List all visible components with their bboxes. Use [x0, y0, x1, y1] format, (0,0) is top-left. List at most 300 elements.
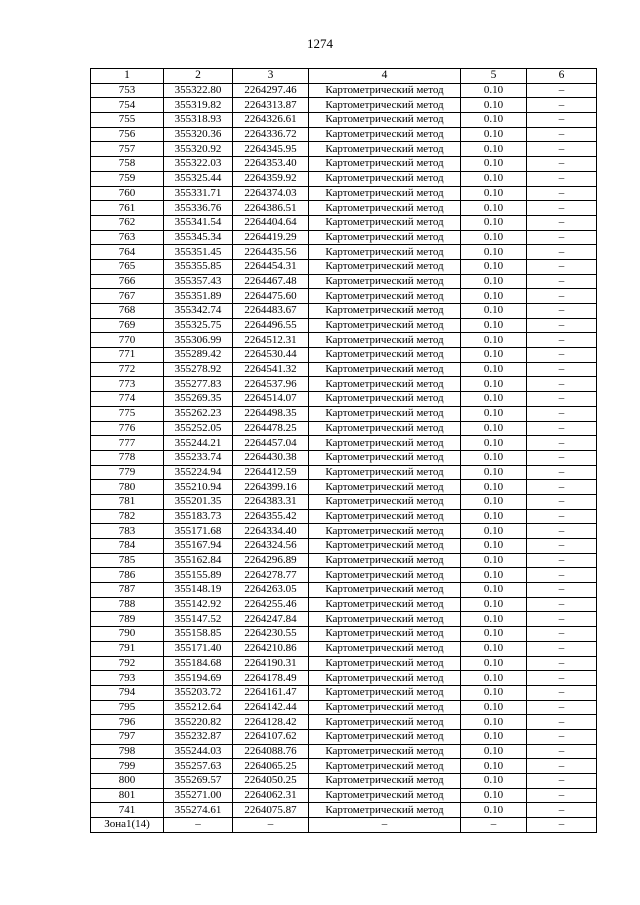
x-coordinate-cell: 355342.74 [164, 304, 233, 319]
y-coordinate-cell: 2264088.76 [233, 744, 309, 759]
note-cell: – [527, 729, 597, 744]
point-number-cell: 764 [91, 245, 164, 260]
accuracy-cell: 0.10 [461, 729, 527, 744]
point-number-cell: 780 [91, 480, 164, 495]
y-coordinate-cell: 2264454.31 [233, 259, 309, 274]
note-cell: – [527, 392, 597, 407]
column-header: 6 [527, 69, 597, 84]
table-row [91, 583, 597, 598]
method-cell: Картометрический метод [309, 494, 461, 509]
y-coordinate-cell: 2264278.77 [233, 568, 309, 583]
x-coordinate-cell: – [164, 818, 233, 833]
accuracy-cell: 0.10 [461, 215, 527, 230]
accuracy-cell: 0.10 [461, 480, 527, 495]
note-cell: – [527, 201, 597, 216]
table-row [91, 671, 597, 686]
method-cell: Картометрический метод [309, 759, 461, 774]
x-coordinate-cell: 355148.19 [164, 583, 233, 598]
table-row [91, 715, 597, 730]
note-cell: – [527, 597, 597, 612]
accuracy-cell: 0.10 [461, 553, 527, 568]
point-number-cell: 785 [91, 553, 164, 568]
point-number-cell: 771 [91, 348, 164, 363]
x-coordinate-cell: 355320.36 [164, 127, 233, 142]
table-row [91, 83, 597, 98]
y-coordinate-cell: 2264457.04 [233, 436, 309, 451]
point-number-cell: 783 [91, 524, 164, 539]
accuracy-cell: 0.10 [461, 127, 527, 142]
method-cell: Картометрический метод [309, 803, 461, 818]
x-coordinate-cell: 355171.68 [164, 524, 233, 539]
accuracy-cell: 0.10 [461, 450, 527, 465]
method-cell: Картометрический метод [309, 436, 461, 451]
point-number-cell: 777 [91, 436, 164, 451]
x-coordinate-cell: 355162.84 [164, 553, 233, 568]
x-coordinate-cell: 355194.69 [164, 671, 233, 686]
point-number-cell: 768 [91, 304, 164, 319]
table-row [91, 656, 597, 671]
method-cell: Картометрический метод [309, 215, 461, 230]
table-row [91, 348, 597, 363]
method-cell: Картометрический метод [309, 421, 461, 436]
point-number-cell: 784 [91, 539, 164, 554]
x-coordinate-cell: 355320.92 [164, 142, 233, 157]
point-number-cell: 766 [91, 274, 164, 289]
note-cell: – [527, 171, 597, 186]
point-number-cell: 781 [91, 494, 164, 509]
note-cell: – [527, 215, 597, 230]
point-number-cell: 770 [91, 333, 164, 348]
method-cell: Картометрический метод [309, 480, 461, 495]
y-coordinate-cell: 2264334.40 [233, 524, 309, 539]
accuracy-cell: 0.10 [461, 333, 527, 348]
table-row [91, 480, 597, 495]
note-cell: – [527, 83, 597, 98]
table-row [91, 818, 597, 833]
method-cell: Картометрический метод [309, 157, 461, 172]
y-coordinate-cell: 2264336.72 [233, 127, 309, 142]
x-coordinate-cell: 355212.64 [164, 700, 233, 715]
x-coordinate-cell: 355357.43 [164, 274, 233, 289]
x-coordinate-cell: 355158.85 [164, 627, 233, 642]
accuracy-cell: 0.10 [461, 98, 527, 113]
accuracy-cell: 0.10 [461, 671, 527, 686]
table-header-row [91, 69, 597, 84]
x-coordinate-cell: 355269.57 [164, 774, 233, 789]
point-number-cell: 786 [91, 568, 164, 583]
method-cell: Картометрический метод [309, 788, 461, 803]
column-header: 2 [164, 69, 233, 84]
accuracy-cell: 0.10 [461, 186, 527, 201]
note-cell: – [527, 744, 597, 759]
y-coordinate-cell: 2264467.48 [233, 274, 309, 289]
x-coordinate-cell: 355184.68 [164, 656, 233, 671]
y-coordinate-cell: 2264514.07 [233, 392, 309, 407]
note-cell: – [527, 818, 597, 833]
method-cell: Картометрический метод [309, 539, 461, 554]
point-number-cell: 779 [91, 465, 164, 480]
point-number-cell: 760 [91, 186, 164, 201]
accuracy-cell: 0.10 [461, 700, 527, 715]
table-row [91, 259, 597, 274]
table-row [91, 465, 597, 480]
x-coordinate-cell: 355341.54 [164, 215, 233, 230]
point-number-cell: 796 [91, 715, 164, 730]
table-row [91, 509, 597, 524]
accuracy-cell: 0.10 [461, 744, 527, 759]
y-coordinate-cell: 2264326.61 [233, 113, 309, 128]
table-row [91, 553, 597, 568]
method-cell: Картометрический метод [309, 318, 461, 333]
x-coordinate-cell: 355325.75 [164, 318, 233, 333]
y-coordinate-cell: 2264345.95 [233, 142, 309, 157]
accuracy-cell: 0.10 [461, 774, 527, 789]
point-number-cell: 800 [91, 774, 164, 789]
method-cell: Картометрический метод [309, 656, 461, 671]
table-row [91, 436, 597, 451]
method-cell: Картометрический метод [309, 83, 461, 98]
method-cell: Картометрический метод [309, 465, 461, 480]
table-row [91, 113, 597, 128]
point-number-cell: 772 [91, 362, 164, 377]
note-cell: – [527, 259, 597, 274]
x-coordinate-cell: 355331.71 [164, 186, 233, 201]
note-cell: – [527, 465, 597, 480]
y-coordinate-cell: 2264355.42 [233, 509, 309, 524]
accuracy-cell: 0.10 [461, 83, 527, 98]
method-cell: Картометрический метод [309, 113, 461, 128]
accuracy-cell: 0.10 [461, 245, 527, 260]
accuracy-cell: 0.10 [461, 259, 527, 274]
x-coordinate-cell: 355319.82 [164, 98, 233, 113]
method-cell: Картометрический метод [309, 641, 461, 656]
column-header: 1 [91, 69, 164, 84]
page-number: 1274 [307, 36, 333, 51]
x-coordinate-cell: 355318.93 [164, 113, 233, 128]
note-cell: – [527, 803, 597, 818]
point-number-cell: 782 [91, 509, 164, 524]
y-coordinate-cell: 2264399.16 [233, 480, 309, 495]
accuracy-cell: 0.10 [461, 157, 527, 172]
accuracy-cell: 0.10 [461, 362, 527, 377]
y-coordinate-cell: 2264478.25 [233, 421, 309, 436]
method-cell: Картометрический метод [309, 597, 461, 612]
column-header: 3 [233, 69, 309, 84]
x-coordinate-cell: 355277.83 [164, 377, 233, 392]
note-cell: – [527, 421, 597, 436]
x-coordinate-cell: 355203.72 [164, 685, 233, 700]
y-coordinate-cell: 2264498.35 [233, 406, 309, 421]
method-cell: Картометрический метод [309, 553, 461, 568]
point-number-cell: 789 [91, 612, 164, 627]
y-coordinate-cell: 2264255.46 [233, 597, 309, 612]
column-header: 4 [309, 69, 461, 84]
accuracy-cell: 0.10 [461, 274, 527, 289]
point-number-cell: 761 [91, 201, 164, 216]
point-number-cell: 765 [91, 259, 164, 274]
method-cell: Картометрический метод [309, 259, 461, 274]
table-row [91, 524, 597, 539]
table-row [91, 230, 597, 245]
note-cell: – [527, 494, 597, 509]
note-cell: – [527, 700, 597, 715]
accuracy-cell: 0.10 [461, 656, 527, 671]
method-cell: Картометрический метод [309, 171, 461, 186]
method-cell: Картометрический метод [309, 245, 461, 260]
method-cell: Картометрический метод [309, 627, 461, 642]
method-cell: Картометрический метод [309, 612, 461, 627]
accuracy-cell: 0.10 [461, 612, 527, 627]
method-cell: Картометрический метод [309, 583, 461, 598]
table-row [91, 803, 597, 818]
point-number-cell: 762 [91, 215, 164, 230]
method-cell: Картометрический метод [309, 289, 461, 304]
point-number-cell: 794 [91, 685, 164, 700]
table-row [91, 788, 597, 803]
x-coordinate-cell: 355183.73 [164, 509, 233, 524]
x-coordinate-cell: 355351.89 [164, 289, 233, 304]
x-coordinate-cell: 355306.99 [164, 333, 233, 348]
y-coordinate-cell: 2264530.44 [233, 348, 309, 363]
table-row [91, 406, 597, 421]
y-coordinate-cell: 2264263.05 [233, 583, 309, 598]
accuracy-cell: 0.10 [461, 289, 527, 304]
accuracy-cell: 0.10 [461, 230, 527, 245]
point-number-cell: 795 [91, 700, 164, 715]
x-coordinate-cell: 355278.92 [164, 362, 233, 377]
point-number-cell: 775 [91, 406, 164, 421]
x-coordinate-cell: 355244.21 [164, 436, 233, 451]
accuracy-cell: 0.10 [461, 627, 527, 642]
note-cell: – [527, 774, 597, 789]
y-coordinate-cell: 2264383.31 [233, 494, 309, 509]
method-cell: Картометрический метод [309, 700, 461, 715]
note-cell: – [527, 333, 597, 348]
x-coordinate-cell: 355233.74 [164, 450, 233, 465]
x-coordinate-cell: 355325.44 [164, 171, 233, 186]
table-row [91, 127, 597, 142]
y-coordinate-cell: 2264313.87 [233, 98, 309, 113]
method-cell: Картометрический метод [309, 568, 461, 583]
point-number-cell: 753 [91, 83, 164, 98]
note-cell: – [527, 98, 597, 113]
note-cell: – [527, 759, 597, 774]
table-body [91, 83, 597, 832]
accuracy-cell: 0.10 [461, 392, 527, 407]
point-number-cell: 758 [91, 157, 164, 172]
y-coordinate-cell: 2264374.03 [233, 186, 309, 201]
accuracy-cell: 0.10 [461, 436, 527, 451]
note-cell: – [527, 641, 597, 656]
method-cell: Картометрический метод [309, 377, 461, 392]
table-row [91, 142, 597, 157]
point-number-cell: 774 [91, 392, 164, 407]
table-row [91, 729, 597, 744]
table-row [91, 627, 597, 642]
y-coordinate-cell: 2264475.60 [233, 289, 309, 304]
y-coordinate-cell: 2264050.25 [233, 774, 309, 789]
y-coordinate-cell: 2264537.96 [233, 377, 309, 392]
accuracy-cell: 0.10 [461, 348, 527, 363]
x-coordinate-cell: 355322.03 [164, 157, 233, 172]
x-coordinate-cell: 355274.61 [164, 803, 233, 818]
accuracy-cell: 0.10 [461, 201, 527, 216]
y-coordinate-cell: 2264412.59 [233, 465, 309, 480]
y-coordinate-cell: 2264419.29 [233, 230, 309, 245]
accuracy-cell: 0.10 [461, 494, 527, 509]
note-cell: – [527, 245, 597, 260]
coordinates-table [90, 68, 597, 833]
note-cell: – [527, 274, 597, 289]
table-row [91, 362, 597, 377]
table-row [91, 494, 597, 509]
table-row [91, 612, 597, 627]
note-cell: – [527, 230, 597, 245]
table-row [91, 774, 597, 789]
x-coordinate-cell: 355201.35 [164, 494, 233, 509]
x-coordinate-cell: 355155.89 [164, 568, 233, 583]
method-cell: Картометрический метод [309, 201, 461, 216]
table-row [91, 318, 597, 333]
point-number-cell: 755 [91, 113, 164, 128]
method-cell: Картометрический метод [309, 671, 461, 686]
y-coordinate-cell: 2264142.44 [233, 700, 309, 715]
note-cell: – [527, 656, 597, 671]
x-coordinate-cell: 355210.94 [164, 480, 233, 495]
note-cell: – [527, 186, 597, 201]
accuracy-cell: 0.10 [461, 597, 527, 612]
y-coordinate-cell: 2264210.86 [233, 641, 309, 656]
point-number-cell: 797 [91, 729, 164, 744]
table-row [91, 245, 597, 260]
table-row [91, 744, 597, 759]
accuracy-cell: 0.10 [461, 113, 527, 128]
table-row [91, 539, 597, 554]
accuracy-cell: 0.10 [461, 524, 527, 539]
method-cell: Картометрический метод [309, 406, 461, 421]
y-coordinate-cell: 2264128.42 [233, 715, 309, 730]
y-coordinate-cell: 2264161.47 [233, 685, 309, 700]
point-number-cell: Зона1(14) [91, 818, 164, 833]
accuracy-cell: 0.10 [461, 715, 527, 730]
table-row [91, 333, 597, 348]
x-coordinate-cell: 355147.52 [164, 612, 233, 627]
method-cell: Картометрический метод [309, 729, 461, 744]
note-cell: – [527, 436, 597, 451]
method-cell: Картометрический метод [309, 304, 461, 319]
y-coordinate-cell: 2264386.51 [233, 201, 309, 216]
note-cell: – [527, 113, 597, 128]
point-number-cell: 790 [91, 627, 164, 642]
method-cell: Картометрический метод [309, 509, 461, 524]
accuracy-cell: 0.10 [461, 539, 527, 554]
note-cell: – [527, 480, 597, 495]
note-cell: – [527, 142, 597, 157]
method-cell: Картометрический метод [309, 127, 461, 142]
method-cell: Картометрический метод [309, 274, 461, 289]
note-cell: – [527, 583, 597, 598]
note-cell: – [527, 524, 597, 539]
method-cell: Картометрический метод [309, 348, 461, 363]
accuracy-cell: 0.10 [461, 685, 527, 700]
method-cell: Картометрический метод [309, 142, 461, 157]
point-number-cell: 801 [91, 788, 164, 803]
x-coordinate-cell: 355289.42 [164, 348, 233, 363]
accuracy-cell: 0.10 [461, 171, 527, 186]
y-coordinate-cell: 2264178.49 [233, 671, 309, 686]
accuracy-cell: 0.10 [461, 304, 527, 319]
x-coordinate-cell: 355257.63 [164, 759, 233, 774]
y-coordinate-cell: 2264324.56 [233, 539, 309, 554]
point-number-cell: 759 [91, 171, 164, 186]
table-row [91, 186, 597, 201]
accuracy-cell: 0.10 [461, 583, 527, 598]
y-coordinate-cell: 2264190.31 [233, 656, 309, 671]
y-coordinate-cell: 2264404.64 [233, 215, 309, 230]
point-number-cell: 757 [91, 142, 164, 157]
point-number-cell: 787 [91, 583, 164, 598]
note-cell: – [527, 715, 597, 730]
table-row [91, 289, 597, 304]
accuracy-cell: 0.10 [461, 465, 527, 480]
y-coordinate-cell: 2264230.55 [233, 627, 309, 642]
accuracy-cell: 0.10 [461, 377, 527, 392]
y-coordinate-cell: 2264107.62 [233, 729, 309, 744]
y-coordinate-cell: 2264483.67 [233, 304, 309, 319]
point-number-cell: 778 [91, 450, 164, 465]
y-coordinate-cell: 2264297.46 [233, 83, 309, 98]
accuracy-cell: 0.10 [461, 406, 527, 421]
accuracy-cell: 0.10 [461, 142, 527, 157]
x-coordinate-cell: 355351.45 [164, 245, 233, 260]
note-cell: – [527, 406, 597, 421]
x-coordinate-cell: 355262.23 [164, 406, 233, 421]
point-number-cell: 792 [91, 656, 164, 671]
method-cell: Картометрический метод [309, 450, 461, 465]
y-coordinate-cell: 2264541.32 [233, 362, 309, 377]
table-row [91, 421, 597, 436]
note-cell: – [527, 685, 597, 700]
accuracy-cell: 0.10 [461, 641, 527, 656]
method-cell: Картометрический метод [309, 333, 461, 348]
table-row [91, 392, 597, 407]
column-header: 5 [461, 69, 527, 84]
accuracy-cell: 0.10 [461, 509, 527, 524]
y-coordinate-cell: 2264062.31 [233, 788, 309, 803]
point-number-cell: 788 [91, 597, 164, 612]
x-coordinate-cell: 355224.94 [164, 465, 233, 480]
accuracy-cell: 0.10 [461, 759, 527, 774]
y-coordinate-cell: 2264075.87 [233, 803, 309, 818]
note-cell: – [527, 539, 597, 554]
method-cell: Картометрический метод [309, 774, 461, 789]
accuracy-cell: 0.10 [461, 568, 527, 583]
note-cell: – [527, 304, 597, 319]
y-coordinate-cell: 2264359.92 [233, 171, 309, 186]
table-row [91, 274, 597, 289]
table-row [91, 201, 597, 216]
x-coordinate-cell: 355355.85 [164, 259, 233, 274]
y-coordinate-cell: 2264247.84 [233, 612, 309, 627]
method-cell: Картометрический метод [309, 524, 461, 539]
table-row [91, 215, 597, 230]
accuracy-cell: 0.10 [461, 788, 527, 803]
note-cell: – [527, 157, 597, 172]
x-coordinate-cell: 355271.00 [164, 788, 233, 803]
table-row [91, 157, 597, 172]
x-coordinate-cell: 355142.92 [164, 597, 233, 612]
method-cell: Картометрический метод [309, 685, 461, 700]
